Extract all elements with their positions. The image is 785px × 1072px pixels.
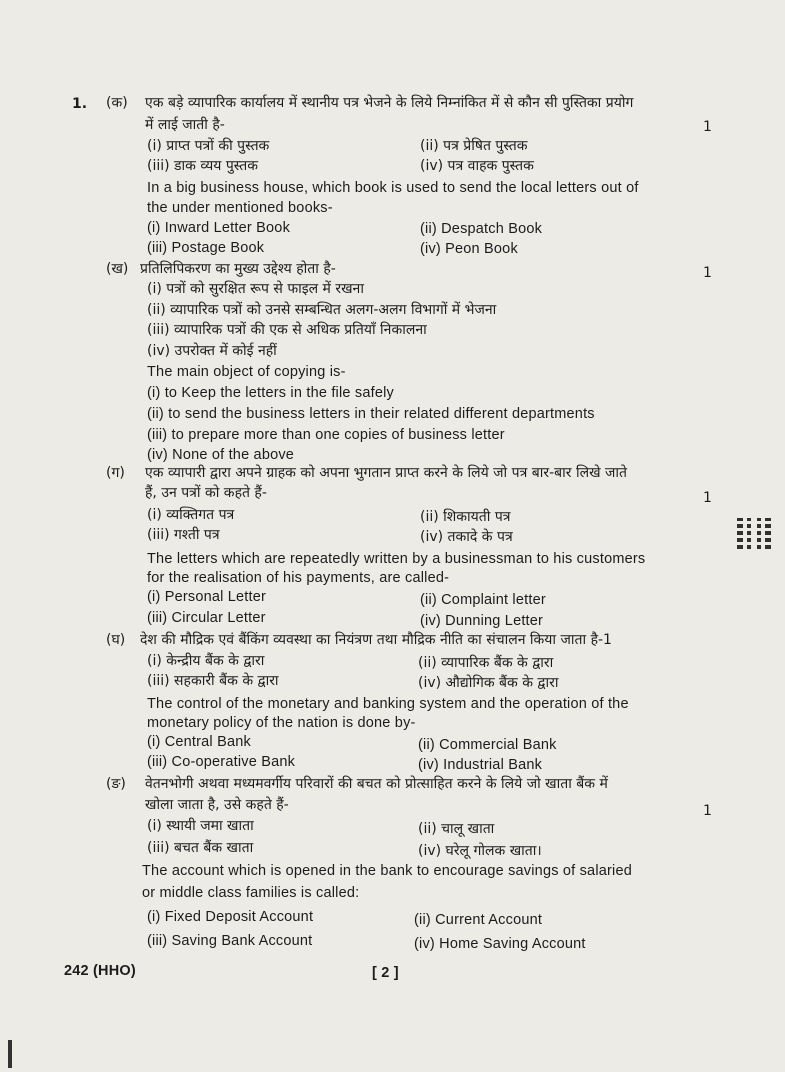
question-number: 1.: [72, 96, 88, 112]
part-b-hindi-option-4: (iv) उपरोक्त में कोई नहीं: [147, 343, 277, 359]
part-c-english-option-2: (ii) Complaint letter: [420, 592, 546, 608]
part-b-hindi-option-3: (iii) व्यापारिक पत्रों की एक से अधिक प्रतियाँ निकालना: [147, 322, 427, 338]
part-e-english-line1: The account which is opened in the bank to encourage savings of salaried: [142, 863, 632, 879]
part-c-hindi-option-3: (iii) गश्ती पत्र: [147, 527, 220, 543]
part-c-hindi-option-4: (iv) तकादे के पत्र: [420, 529, 513, 545]
part-d-label: (घ): [106, 632, 126, 648]
part-a-english-line1: In a big business house, which book is used to send the local letters out of: [147, 180, 639, 196]
part-b-hindi-option-2: (ii) व्यापारिक पत्रों को उनसे सम्बन्धित अलग-अलग विभागों में भेजना: [147, 302, 497, 318]
part-e-hindi-option-3: (iii) बचत बैंक खाता: [147, 840, 254, 856]
part-b-hindi-option-1: (i) पत्रों को सुरक्षित रूप से फाइल में रखना: [147, 281, 364, 297]
part-a-english-option-1: (i) Inward Letter Book: [147, 220, 291, 236]
part-e-hindi-line1: वेतनभोगी अथवा मध्यमवर्गीय परिवारों की बचत को प्रोत्साहित करने के लिये जो खाता बैंक में: [145, 776, 608, 792]
part-b-hindi-line1: प्रतिलिपिकरण का मुख्य उद्देश्य होता है-: [140, 261, 336, 277]
part-d-hindi-line1: देश की मौद्रिक एवं बैंकिंग व्यवस्था का नियंत्रण तथा मौद्रिक नीति का संचालन किया जाता है-1: [140, 632, 612, 648]
part-d-english-line1: The control of the monetary and banking system and the operation of the: [147, 696, 629, 712]
part-a-marks: 1: [703, 119, 712, 135]
part-c-english-line1: The letters which are repeatedly written by a businessman to his customers: [147, 551, 646, 567]
part-d-english-option-2: (ii) Commercial Bank: [418, 737, 557, 753]
part-c-english-line2: for the realisation of his payments, are called-: [147, 570, 450, 586]
paper-code: 242 (HHO): [64, 963, 136, 979]
part-b-english-option-2: (ii) to send the business letters in their related different departments: [147, 406, 595, 422]
part-e-english-option-3: (iii) Saving Bank Account: [147, 933, 313, 949]
part-c-english-option-4: (iv) Dunning Letter: [420, 613, 544, 629]
part-a-label: (क): [106, 95, 128, 111]
part-e-hindi-option-2: (ii) चालू खाता: [418, 821, 495, 837]
part-c-marks: 1: [703, 490, 712, 506]
part-e-label: (ङ): [106, 776, 126, 792]
part-c-english-option-3: (iii) Circular Letter: [147, 610, 266, 626]
part-a-hindi-line2: में लाई जाती है-: [145, 117, 225, 133]
part-a-english-line2: the under mentioned books-: [147, 200, 333, 216]
part-d-hindi-option-1: (i) केन्द्रीय बैंक के द्वारा: [147, 653, 265, 669]
part-c-hindi-option-1: (i) व्यक्तिगत पत्र: [147, 507, 235, 523]
part-d-english-option-1: (i) Central Bank: [147, 734, 251, 750]
scan-edge-mark: [8, 1040, 12, 1068]
part-e-marks: 1: [703, 803, 712, 819]
part-c-label: (ग): [106, 465, 125, 481]
part-e-hindi-option-4: (iv) घरेलू गोलक खाता।: [418, 843, 542, 859]
part-d-hindi-option-2: (ii) व्यापारिक बैंक के द्वारा: [418, 655, 554, 671]
qr-code-icon: [737, 518, 771, 552]
part-d-english-option-3: (iii) Co-operative Bank: [147, 754, 296, 770]
part-e-hindi-option-1: (i) स्थायी जमा खाता: [147, 818, 254, 834]
part-d-english-line2: monetary policy of the nation is done by-: [147, 715, 416, 731]
part-d-hindi-option-3: (iii) सहकारी बैंक के द्वारा: [147, 673, 279, 689]
part-a-english-option-2: (ii) Despatch Book: [420, 221, 543, 237]
part-d-hindi-option-4: (iv) औद्योगिक बैंक के द्वारा: [418, 675, 559, 691]
part-a-english-option-3: (iii) Postage Book: [147, 240, 265, 256]
part-c-hindi-option-2: (ii) शिकायती पत्र: [420, 509, 511, 525]
part-c-hindi-line1: एक व्यापारी द्वारा अपने ग्राहक को अपना भुगतान प्राप्त करने के लिये जो पत्र बार-बार लिखे जाते: [145, 465, 627, 481]
part-b-english-line1: The main object of copying is-: [147, 364, 346, 380]
part-a-english-option-4: (iv) Peon Book: [420, 241, 518, 257]
part-b-english-option-1: (i) to Keep the letters in the file safely: [147, 385, 394, 401]
part-e-english-option-2: (ii) Current Account: [414, 912, 543, 928]
page-number: [ 2 ]: [372, 965, 399, 981]
part-e-hindi-line2: खोला जाता है, उसे कहते हैं-: [145, 797, 289, 813]
part-a-hindi-option-2: (ii) पत्र प्रेषित पुस्तक: [420, 138, 528, 154]
part-e-english-line2: or middle class families is called:: [142, 885, 360, 901]
part-b-label: (ख): [106, 261, 129, 277]
part-b-marks: 1: [703, 265, 712, 281]
part-a-hindi-option-1: (i) प्राप्त पत्रों की पुस्तक: [147, 138, 270, 154]
part-d-english-option-4: (iv) Industrial Bank: [418, 757, 543, 773]
part-e-english-option-4: (iv) Home Saving Account: [414, 936, 586, 952]
part-b-english-option-3: (iii) to prepare more than one copies of business letter: [147, 427, 505, 443]
part-b-english-option-4: (iv) None of the above: [147, 447, 295, 463]
part-a-hindi-option-4: (iv) पत्र वाहक पुस्तक: [420, 158, 534, 174]
part-a-hindi-line1: एक बड़े व्यापारिक कार्यालय में स्थानीय पत्र भेजने के लिये निम्नांकित में से कौन सी पुस्तिका प्रयोग: [145, 95, 634, 111]
part-c-hindi-line2: हैं, उन पत्रों को कहते हैं-: [145, 485, 267, 501]
part-e-english-option-1: (i) Fixed Deposit Account: [147, 909, 314, 925]
part-c-english-option-1: (i) Personal Letter: [147, 589, 267, 605]
part-a-hindi-option-3: (iii) डाक व्यय पुस्तक: [147, 158, 258, 174]
